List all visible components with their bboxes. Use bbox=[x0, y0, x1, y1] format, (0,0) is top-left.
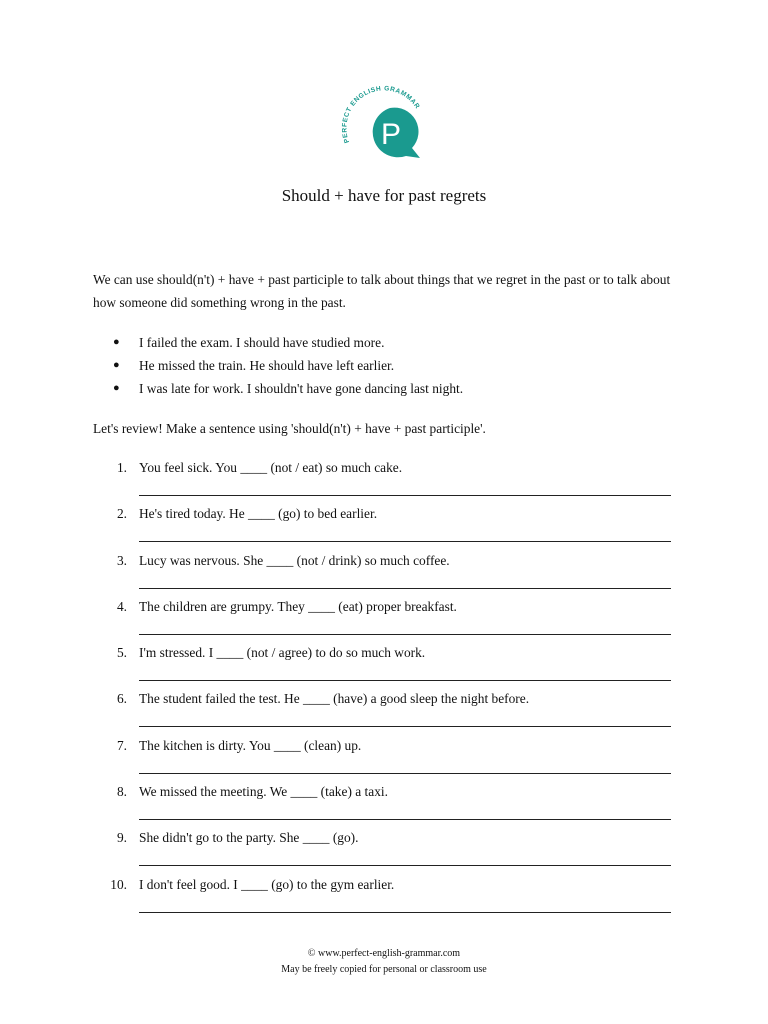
exercise-number: 10. bbox=[110, 876, 127, 892]
exercise-item bbox=[93, 780, 693, 826]
exercise-prompt: I don't feel good. I ____ (go) to the gym earlier. bbox=[139, 876, 395, 892]
exercise-item bbox=[93, 734, 693, 780]
exercise-item bbox=[93, 595, 693, 641]
answer-line[interactable] bbox=[139, 634, 671, 635]
page-title: Should + have for past regrets bbox=[281, 186, 487, 205]
answer-line[interactable] bbox=[139, 680, 671, 681]
exercise-number: 5. bbox=[116, 645, 127, 661]
exercise-item bbox=[93, 502, 693, 548]
example-text: I failed the exam. I should have studied more. bbox=[139, 335, 385, 350]
example-item bbox=[93, 377, 683, 400]
exercise-item bbox=[93, 456, 693, 502]
exercise-prompt: We missed the meeting. We ____ (take) a taxi. bbox=[139, 784, 388, 800]
exercise-number: 4. bbox=[116, 598, 127, 614]
exercise-item bbox=[93, 641, 693, 687]
example-text: He missed the train. He should have left earlier. bbox=[139, 358, 395, 373]
logo-arc-text: PERFECT ENGLISH GRAMMAR bbox=[341, 85, 421, 144]
exercise-number: 2. bbox=[116, 506, 127, 522]
answer-line[interactable] bbox=[139, 726, 671, 727]
bullet-icon: ● bbox=[113, 382, 120, 394]
example-list bbox=[93, 331, 683, 400]
exercise-prompt: I'm stressed. I ____ (not / agree) to do so much work. bbox=[139, 645, 426, 661]
exercise-prompt: The student failed the test. He ____ (have) a good sleep the night before. bbox=[139, 691, 530, 707]
exercise-number: 1. bbox=[116, 460, 127, 475]
exercise-list bbox=[93, 456, 693, 919]
exercise-item bbox=[93, 687, 693, 733]
exercise-prompt: He's tired today. He ____ (go) to bed earlier. bbox=[139, 506, 378, 522]
exercise-number: 7. bbox=[116, 737, 127, 753]
exercise-number: 3. bbox=[116, 552, 127, 568]
answer-line[interactable] bbox=[139, 773, 671, 774]
footer-copyright: © www.perfect-english-grammar.com bbox=[307, 948, 461, 959]
exercise-number: 8. bbox=[116, 784, 127, 800]
exercise-prompt: Lucy was nervous. She ____ (not / drink) so much coffee. bbox=[139, 552, 450, 568]
exercise-item bbox=[93, 549, 693, 595]
answer-line[interactable] bbox=[139, 495, 671, 496]
example-item bbox=[93, 331, 683, 354]
brand-logo bbox=[334, 84, 434, 184]
answer-line[interactable] bbox=[139, 865, 671, 866]
answer-line[interactable] bbox=[139, 588, 671, 589]
bullet-icon: ● bbox=[113, 336, 120, 348]
exercise-number: 9. bbox=[116, 830, 127, 846]
footer-license: May be freely copied for personal or classroom use bbox=[281, 964, 487, 975]
exercise-number: 6. bbox=[116, 691, 127, 707]
page-footer bbox=[0, 946, 768, 978]
exercise-prompt: The children are grumpy. They ____ (eat) proper breakfast. bbox=[139, 598, 457, 614]
exercise-prompt: You feel sick. You ____ (not / eat) so much cake. bbox=[139, 460, 403, 475]
logo-graphic bbox=[334, 84, 434, 184]
review-instruction: Let's review! Make a sentence using 'should(n't) + have + past participle'. bbox=[93, 421, 486, 436]
logo-letter: P bbox=[380, 118, 402, 151]
bullet-icon: ● bbox=[113, 359, 120, 371]
example-text: I was late for work. I shouldn't have gone dancing last night. bbox=[139, 381, 464, 396]
answer-line[interactable] bbox=[139, 912, 671, 913]
answer-line[interactable] bbox=[139, 819, 671, 820]
exercise-item bbox=[93, 873, 693, 919]
exercise-prompt: The kitchen is dirty. You ____ (clean) up. bbox=[139, 737, 362, 753]
exercise-prompt: She didn't go to the party. She ____ (go). bbox=[139, 830, 359, 846]
answer-line[interactable] bbox=[139, 541, 671, 542]
exercise-item bbox=[93, 826, 693, 872]
intro-paragraph: We can use should(n't) + have + past participle to talk about things that we regret in the past or to talk about how someone did something wrong in the past. bbox=[93, 272, 671, 310]
example-item bbox=[93, 354, 683, 377]
